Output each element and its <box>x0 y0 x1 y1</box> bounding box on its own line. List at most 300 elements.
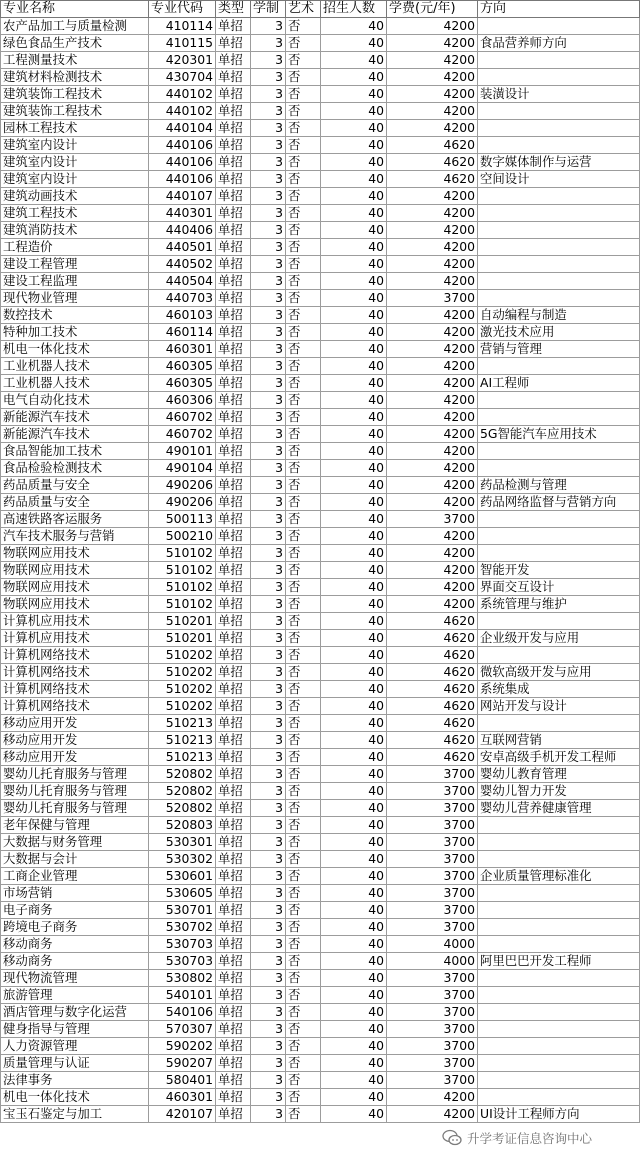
cell-type: 单招 <box>216 868 251 885</box>
cell-tuition: 4200 <box>387 1106 478 1123</box>
cell-type: 单招 <box>216 409 251 426</box>
table-row <box>1 460 640 477</box>
watermark-text: 升学考证信息咨询中心 <box>467 1131 593 1146</box>
header-type: 类型 <box>216 1 251 18</box>
cell-art: 否 <box>286 596 321 613</box>
cell-type: 单招 <box>216 358 251 375</box>
cell-enrollment-count: 40 <box>321 800 387 817</box>
cell-major-name: 大数据与财务管理 <box>1 834 149 851</box>
cell-tuition: 3700 <box>387 290 478 307</box>
cell-tuition: 4200 <box>387 120 478 137</box>
cell-duration: 3 <box>251 919 286 936</box>
table-row <box>1 936 640 953</box>
cell-type: 单招 <box>216 375 251 392</box>
cell-art: 否 <box>286 953 321 970</box>
table-row <box>1 494 640 511</box>
table-row <box>1 970 640 987</box>
cell-enrollment-count: 40 <box>321 324 387 341</box>
cell-duration: 3 <box>251 1055 286 1072</box>
cell-enrollment-count: 40 <box>321 341 387 358</box>
cell-major-name: 工业机器人技术 <box>1 375 149 392</box>
cell-enrollment-count: 40 <box>321 1089 387 1106</box>
cell-type: 单招 <box>216 987 251 1004</box>
cell-duration: 3 <box>251 987 286 1004</box>
cell-major-code: 460306 <box>149 392 216 409</box>
cell-major-code: 460301 <box>149 341 216 358</box>
cell-enrollment-count: 40 <box>321 817 387 834</box>
header-enrollment-count: 招生人数 <box>321 1 387 18</box>
cell-type: 单招 <box>216 222 251 239</box>
cell-art: 否 <box>286 1089 321 1106</box>
cell-enrollment-count: 40 <box>321 545 387 562</box>
cell-type: 单招 <box>216 613 251 630</box>
cell-enrollment-count: 40 <box>321 239 387 256</box>
cell-major-code: 440301 <box>149 205 216 222</box>
table-row <box>1 749 640 766</box>
cell-art: 否 <box>286 205 321 222</box>
cell-duration: 3 <box>251 103 286 120</box>
cell-art: 否 <box>286 273 321 290</box>
cell-major-code: 530703 <box>149 936 216 953</box>
cell-major-name: 建筑动画技术 <box>1 188 149 205</box>
cell-duration: 3 <box>251 902 286 919</box>
cell-duration: 3 <box>251 1106 286 1123</box>
cell-major-name: 食品检验检测技术 <box>1 460 149 477</box>
cell-enrollment-count: 40 <box>321 256 387 273</box>
cell-enrollment-count: 40 <box>321 1004 387 1021</box>
cell-type: 单招 <box>216 324 251 341</box>
table-row <box>1 137 640 154</box>
cell-major-name: 移动商务 <box>1 953 149 970</box>
cell-major-name: 绿色食品生产技术 <box>1 35 149 52</box>
table-row <box>1 1021 640 1038</box>
cell-type: 单招 <box>216 732 251 749</box>
cell-type: 单招 <box>216 392 251 409</box>
cell-major-code: 420107 <box>149 1106 216 1123</box>
cell-tuition: 3700 <box>387 766 478 783</box>
cell-major-name: 建设工程管理 <box>1 256 149 273</box>
cell-art: 否 <box>286 783 321 800</box>
cell-tuition: 3700 <box>387 511 478 528</box>
cell-major-code: 510213 <box>149 715 216 732</box>
table-row <box>1 766 640 783</box>
table-row <box>1 103 640 120</box>
cell-enrollment-count: 40 <box>321 596 387 613</box>
header-major-code: 专业代码 <box>149 1 216 18</box>
cell-duration: 3 <box>251 545 286 562</box>
cell-tuition: 4200 <box>387 256 478 273</box>
cell-major-name: 建筑消防技术 <box>1 222 149 239</box>
cell-major-code: 500113 <box>149 511 216 528</box>
cell-type: 单招 <box>216 800 251 817</box>
cell-duration: 3 <box>251 732 286 749</box>
cell-type: 单招 <box>216 86 251 103</box>
cell-direction: 自动编程与制造 <box>478 307 640 324</box>
cell-art: 否 <box>286 545 321 562</box>
cell-art: 否 <box>286 528 321 545</box>
cell-major-code: 510213 <box>149 732 216 749</box>
cell-type: 单招 <box>216 936 251 953</box>
cell-major-code: 410114 <box>149 18 216 35</box>
cell-art: 否 <box>286 222 321 239</box>
cell-major-code: 530701 <box>149 902 216 919</box>
cell-art: 否 <box>286 154 321 171</box>
cell-art: 否 <box>286 630 321 647</box>
cell-type: 单招 <box>216 477 251 494</box>
cell-major-code: 520802 <box>149 800 216 817</box>
cell-duration: 3 <box>251 1021 286 1038</box>
table-row <box>1 256 640 273</box>
cell-enrollment-count: 40 <box>321 409 387 426</box>
cell-enrollment-count: 40 <box>321 120 387 137</box>
cell-art: 否 <box>286 392 321 409</box>
cell-direction: 互联网营销 <box>478 732 640 749</box>
cell-type: 单招 <box>216 171 251 188</box>
cell-type: 单招 <box>216 205 251 222</box>
cell-enrollment-count: 40 <box>321 868 387 885</box>
cell-tuition: 4200 <box>387 358 478 375</box>
header-major-name: 专业名称 <box>1 1 149 18</box>
cell-type: 单招 <box>216 528 251 545</box>
cell-direction: 婴幼儿智力开发 <box>478 783 640 800</box>
cell-major-code: 440504 <box>149 273 216 290</box>
cell-direction: 婴幼儿教育管理 <box>478 766 640 783</box>
cell-enrollment-count: 40 <box>321 630 387 647</box>
cell-tuition: 3700 <box>387 851 478 868</box>
cell-type: 单招 <box>216 749 251 766</box>
cell-art: 否 <box>286 1038 321 1055</box>
cell-major-name: 机电一体化技术 <box>1 341 149 358</box>
cell-direction: 系统管理与维护 <box>478 596 640 613</box>
header-direction: 方向 <box>478 1 640 18</box>
table-row <box>1 885 640 902</box>
table-row <box>1 868 640 885</box>
cell-major-name: 物联网应用技术 <box>1 545 149 562</box>
table-row <box>1 732 640 749</box>
cell-duration: 3 <box>251 239 286 256</box>
cell-direction <box>478 52 640 69</box>
cell-tuition: 3700 <box>387 1004 478 1021</box>
cell-tuition: 4200 <box>387 494 478 511</box>
cell-major-code: 440106 <box>149 171 216 188</box>
cell-enrollment-count: 40 <box>321 681 387 698</box>
cell-art: 否 <box>286 902 321 919</box>
cell-major-code: 490104 <box>149 460 216 477</box>
cell-duration: 3 <box>251 307 286 324</box>
cell-direction <box>478 511 640 528</box>
table-row <box>1 613 640 630</box>
cell-art: 否 <box>286 715 321 732</box>
table-row <box>1 477 640 494</box>
cell-art: 否 <box>286 137 321 154</box>
cell-tuition: 3700 <box>387 868 478 885</box>
cell-direction <box>478 188 640 205</box>
header-art: 艺术 <box>286 1 321 18</box>
cell-type: 单招 <box>216 681 251 698</box>
cell-art: 否 <box>286 800 321 817</box>
cell-major-name: 宝玉石鉴定与加工 <box>1 1106 149 1123</box>
cell-major-name: 农产品加工与质量检测 <box>1 18 149 35</box>
cell-major-code: 430704 <box>149 69 216 86</box>
cell-type: 单招 <box>216 1004 251 1021</box>
cell-duration: 3 <box>251 885 286 902</box>
cell-direction <box>478 545 640 562</box>
cell-enrollment-count: 40 <box>321 52 387 69</box>
cell-major-name: 建设工程监理 <box>1 273 149 290</box>
cell-direction <box>478 647 640 664</box>
cell-duration: 3 <box>251 783 286 800</box>
cell-major-code: 530702 <box>149 919 216 936</box>
cell-major-name: 计算机应用技术 <box>1 630 149 647</box>
table-row <box>1 154 640 171</box>
cell-tuition: 3700 <box>387 885 478 902</box>
cell-duration: 3 <box>251 375 286 392</box>
table-row <box>1 239 640 256</box>
cell-enrollment-count: 40 <box>321 987 387 1004</box>
cell-type: 单招 <box>216 766 251 783</box>
cell-tuition: 4200 <box>387 392 478 409</box>
table-row <box>1 273 640 290</box>
cell-tuition: 4200 <box>387 52 478 69</box>
cell-tuition: 4200 <box>387 69 478 86</box>
cell-art: 否 <box>286 1072 321 1089</box>
cell-major-name: 计算机网络技术 <box>1 664 149 681</box>
cell-type: 单招 <box>216 273 251 290</box>
cell-type: 单招 <box>216 545 251 562</box>
cell-tuition: 3700 <box>387 834 478 851</box>
cell-major-code: 520803 <box>149 817 216 834</box>
cell-duration: 3 <box>251 154 286 171</box>
cell-type: 单招 <box>216 1055 251 1072</box>
cell-direction <box>478 290 640 307</box>
cell-major-code: 510213 <box>149 749 216 766</box>
cell-duration: 3 <box>251 511 286 528</box>
cell-direction <box>478 358 640 375</box>
table-row <box>1 222 640 239</box>
cell-major-name: 婴幼儿托育服务与管理 <box>1 800 149 817</box>
cell-art: 否 <box>286 681 321 698</box>
cell-type: 单招 <box>216 1072 251 1089</box>
cell-tuition: 4200 <box>387 341 478 358</box>
cell-duration: 3 <box>251 664 286 681</box>
cell-direction: 婴幼儿营养健康管理 <box>478 800 640 817</box>
cell-direction <box>478 885 640 902</box>
cell-major-code: 510102 <box>149 579 216 596</box>
cell-tuition: 4200 <box>387 545 478 562</box>
cell-major-name: 高速铁路客运服务 <box>1 511 149 528</box>
cell-art: 否 <box>286 426 321 443</box>
cell-major-code: 420301 <box>149 52 216 69</box>
cell-enrollment-count: 40 <box>321 698 387 715</box>
cell-art: 否 <box>286 732 321 749</box>
cell-major-name: 机电一体化技术 <box>1 1089 149 1106</box>
cell-direction <box>478 919 640 936</box>
cell-major-code: 440502 <box>149 256 216 273</box>
cell-enrollment-count: 40 <box>321 1106 387 1123</box>
cell-direction: 网站开发与设计 <box>478 698 640 715</box>
table-row <box>1 783 640 800</box>
cell-direction <box>478 1072 640 1089</box>
cell-type: 单招 <box>216 239 251 256</box>
cell-enrollment-count: 40 <box>321 834 387 851</box>
cell-art: 否 <box>286 103 321 120</box>
cell-major-code: 530605 <box>149 885 216 902</box>
cell-duration: 3 <box>251 647 286 664</box>
cell-art: 否 <box>286 579 321 596</box>
cell-major-name: 工商企业管理 <box>1 868 149 885</box>
cell-enrollment-count: 40 <box>321 664 387 681</box>
cell-art: 否 <box>286 35 321 52</box>
cell-enrollment-count: 40 <box>321 222 387 239</box>
cell-duration: 3 <box>251 953 286 970</box>
cell-type: 单招 <box>216 443 251 460</box>
cell-art: 否 <box>286 834 321 851</box>
cell-duration: 3 <box>251 766 286 783</box>
cell-major-code: 510202 <box>149 681 216 698</box>
cell-tuition: 4620 <box>387 630 478 647</box>
cell-art: 否 <box>286 868 321 885</box>
table-row <box>1 596 640 613</box>
cell-tuition: 4200 <box>387 409 478 426</box>
cell-direction: 阿里巴巴开发工程师 <box>478 953 640 970</box>
cell-duration: 3 <box>251 698 286 715</box>
cell-art: 否 <box>286 358 321 375</box>
cell-duration: 3 <box>251 86 286 103</box>
cell-duration: 3 <box>251 35 286 52</box>
cell-direction <box>478 851 640 868</box>
cell-type: 单招 <box>216 341 251 358</box>
cell-duration: 3 <box>251 494 286 511</box>
cell-tuition: 3700 <box>387 783 478 800</box>
cell-type: 单招 <box>216 698 251 715</box>
cell-major-name: 移动商务 <box>1 936 149 953</box>
cell-enrollment-count: 40 <box>321 528 387 545</box>
cell-major-code: 440501 <box>149 239 216 256</box>
cell-enrollment-count: 40 <box>321 443 387 460</box>
cell-enrollment-count: 40 <box>321 392 387 409</box>
table-row <box>1 800 640 817</box>
cell-duration: 3 <box>251 749 286 766</box>
cell-art: 否 <box>286 256 321 273</box>
cell-direction <box>478 936 640 953</box>
cell-duration: 3 <box>251 817 286 834</box>
cell-major-name: 建筑材料检测技术 <box>1 69 149 86</box>
table-row <box>1 171 640 188</box>
cell-major-name: 建筑装饰工程技术 <box>1 103 149 120</box>
cell-art: 否 <box>286 120 321 137</box>
cell-duration: 3 <box>251 1004 286 1021</box>
cell-major-name: 物联网应用技术 <box>1 579 149 596</box>
cell-major-code: 440703 <box>149 290 216 307</box>
cell-art: 否 <box>286 86 321 103</box>
cell-major-code: 520802 <box>149 783 216 800</box>
cell-major-code: 510201 <box>149 613 216 630</box>
cell-direction: 安卓高级手机开发工程师 <box>478 749 640 766</box>
cell-art: 否 <box>286 1004 321 1021</box>
cell-art: 否 <box>286 171 321 188</box>
chat-bubbles-icon <box>442 1129 462 1147</box>
table-row <box>1 511 640 528</box>
cell-type: 单招 <box>216 69 251 86</box>
cell-enrollment-count: 40 <box>321 137 387 154</box>
cell-type: 单招 <box>216 426 251 443</box>
cell-tuition: 4200 <box>387 375 478 392</box>
cell-direction: 营销与管理 <box>478 341 640 358</box>
cell-major-name: 健身指导与管理 <box>1 1021 149 1038</box>
cell-direction <box>478 1089 640 1106</box>
cell-enrollment-count: 40 <box>321 562 387 579</box>
cell-enrollment-count: 40 <box>321 103 387 120</box>
cell-tuition: 4000 <box>387 953 478 970</box>
cell-major-code: 490101 <box>149 443 216 460</box>
cell-duration: 3 <box>251 52 286 69</box>
cell-major-name: 工程测量技术 <box>1 52 149 69</box>
cell-direction: 药品检测与管理 <box>478 477 640 494</box>
cell-direction <box>478 817 640 834</box>
cell-tuition: 4620 <box>387 613 478 630</box>
cell-type: 单招 <box>216 52 251 69</box>
cell-direction <box>478 409 640 426</box>
cell-major-name: 人力资源管理 <box>1 1038 149 1055</box>
table-row <box>1 664 640 681</box>
cell-type: 单招 <box>216 953 251 970</box>
cell-direction <box>478 460 640 477</box>
cell-type: 单招 <box>216 783 251 800</box>
table-row <box>1 987 640 1004</box>
cell-tuition: 4200 <box>387 307 478 324</box>
cell-direction <box>478 137 640 154</box>
cell-art: 否 <box>286 511 321 528</box>
cell-major-name: 老年保健与管理 <box>1 817 149 834</box>
cell-major-code: 500210 <box>149 528 216 545</box>
cell-major-code: 530601 <box>149 868 216 885</box>
cell-major-code: 510102 <box>149 562 216 579</box>
cell-direction: 微软高级开发与应用 <box>478 664 640 681</box>
cell-art: 否 <box>286 409 321 426</box>
cell-enrollment-count: 40 <box>321 953 387 970</box>
cell-type: 单招 <box>216 290 251 307</box>
table-row <box>1 392 640 409</box>
table-row <box>1 86 640 103</box>
cell-art: 否 <box>286 749 321 766</box>
cell-art: 否 <box>286 817 321 834</box>
cell-major-name: 计算机网络技术 <box>1 647 149 664</box>
cell-direction <box>478 18 640 35</box>
cell-major-name: 建筑工程技术 <box>1 205 149 222</box>
cell-major-code: 510202 <box>149 664 216 681</box>
cell-tuition: 3700 <box>387 817 478 834</box>
cell-major-code: 460114 <box>149 324 216 341</box>
cell-direction: 企业级开发与应用 <box>478 630 640 647</box>
table-row <box>1 18 640 35</box>
cell-major-code: 460702 <box>149 409 216 426</box>
cell-tuition: 4620 <box>387 681 478 698</box>
cell-tuition: 4620 <box>387 732 478 749</box>
table-row <box>1 120 640 137</box>
cell-major-name: 旅游管理 <box>1 987 149 1004</box>
cell-major-code: 590207 <box>149 1055 216 1072</box>
cell-art: 否 <box>286 562 321 579</box>
cell-major-code: 460305 <box>149 375 216 392</box>
cell-enrollment-count: 40 <box>321 919 387 936</box>
cell-enrollment-count: 40 <box>321 783 387 800</box>
cell-major-name: 移动应用开发 <box>1 715 149 732</box>
cell-tuition: 4200 <box>387 1089 478 1106</box>
cell-type: 单招 <box>216 885 251 902</box>
cell-tuition: 4200 <box>387 596 478 613</box>
cell-major-code: 530302 <box>149 851 216 868</box>
watermark <box>442 1127 592 1149</box>
